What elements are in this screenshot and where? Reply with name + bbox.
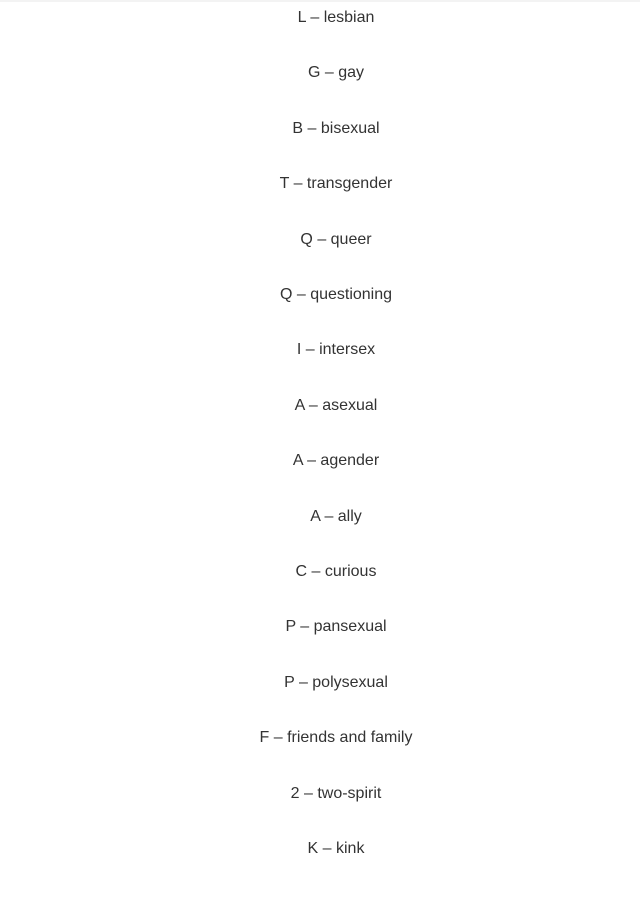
list-item: Q – queer <box>300 230 372 248</box>
list-item: A – agender <box>292 452 380 470</box>
list-item: A – ally <box>310 507 362 525</box>
list-item: Q – questioning <box>279 286 393 303</box>
list-item: G – gay <box>307 64 365 82</box>
list-item: C – curious <box>295 563 377 580</box>
list-item: P – polysexual <box>284 673 388 691</box>
list-item: T – transgender <box>279 175 393 193</box>
list-item: B – bisexual <box>292 119 380 137</box>
top-divider <box>0 0 640 2</box>
list-item: K – kink <box>307 840 365 857</box>
list-item: A – asexual <box>294 396 378 414</box>
list-item: I – intersex <box>296 341 376 359</box>
list-item: L – lesbian <box>297 9 375 26</box>
list-item: 2 – two-spirit <box>290 784 382 802</box>
list-item: P – pansexual <box>285 618 387 636</box>
list-item: F – friends and family <box>259 729 413 747</box>
